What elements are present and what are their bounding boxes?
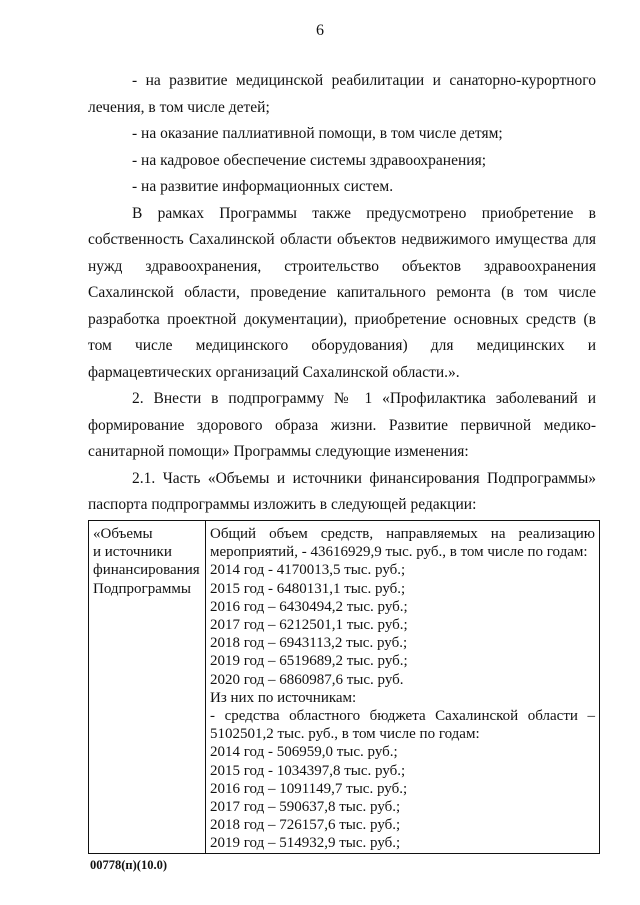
paragraph-passport-edit: 2.1. Часть «Объемы и источники финансирования Подпрограммы» паспорта подпрограммы изложить в следующей редакции: — [88, 469, 596, 513]
list-item: - на кадровое обеспечение системы здравоохранения; — [132, 151, 487, 169]
page-number: 6 — [316, 22, 324, 39]
paragraph-program-acquisitions: В рамках Программы также предусмотрено приобретение в собственность Сахалинской области объектов недвижимого имущества для нужд здравоохранения, строительство объектов здравоохранения Сахалинской области, проведение капитального ремонта (в том числе разработка проектной документации), приобретение основных средств (в том числе медицинского оборудования) для медицинских и фармацевтических организаций Сахалинской области.». — [88, 204, 596, 381]
year-line: 2014 год - 4170013,5 тыс. руб.; — [210, 562, 406, 579]
list-item: - на развитие медицинской реабилитации и санаторно-курортного лечения, в том числе детей; — [88, 72, 596, 116]
financing-table — [88, 520, 600, 854]
paragraph-subprogram-changes: 2. Внести в подпрограмму № 1 «Профилактика заболеваний и формирование здорового образа жизни. Развитие первичной медико-санитарной помощи» Программы следующие изменения: — [88, 390, 596, 460]
year-line: 2018 год – 726157,6 тыс. руб.; — [210, 817, 401, 834]
list-item: - на развитие информационных систем. — [132, 178, 394, 195]
year-line: 2017 год – 590637,8 тыс. руб.; — [210, 799, 401, 816]
document-code: 00778(п)(10.0) — [90, 858, 167, 872]
year-line: 2014 год - 506959,0 тыс. руб.; — [210, 744, 398, 761]
year-line: 2020 год – 6860987,6 тыс. руб. — [210, 671, 404, 688]
year-line: 2017 год – 6212501,1 тыс. руб.; — [210, 617, 408, 634]
regional-budget-text: - средства областного бюджета Сахалинской области – 5102501,2 тыс. руб., в том числе по годам: — [210, 708, 595, 743]
label-line: финансирования — [93, 562, 200, 579]
year-line: 2016 год – 6430494,2 тыс. руб.; — [210, 598, 408, 615]
table-row — [89, 521, 600, 854]
year-line: 2018 год – 6943113,2 тыс. руб.; — [210, 635, 408, 652]
year-line: 2019 год – 6519689,2 тыс. руб.; — [210, 653, 408, 670]
year-line: 2016 год – 1091149,7 тыс. руб.; — [210, 780, 408, 797]
year-line: 2015 год - 6480131,1 тыс. руб.; — [210, 580, 406, 597]
table-content-cell — [206, 521, 600, 854]
table-label-cell — [89, 521, 206, 854]
financing-table-wrapper — [88, 520, 600, 854]
total-funding-text: Общий объем средств, направляемых на реализацию мероприятий, - 43616929,9 тыс. руб., в том числе по годам: — [210, 526, 595, 561]
sources-heading: Из них по источникам: — [210, 689, 357, 706]
label-line: «Объемы — [93, 526, 153, 542]
label-line: и источники — [93, 544, 172, 561]
list-item: - на оказание паллиативной помощи, в том числе детям; — [132, 125, 503, 142]
year-line: 2015 год - 1034397,8 тыс. руб.; — [210, 762, 406, 779]
document-body — [88, 68, 596, 519]
year-line: 2019 год – 514932,9 тыс. руб.; — [210, 835, 401, 852]
label-line: Подпрограммы — [93, 580, 191, 597]
